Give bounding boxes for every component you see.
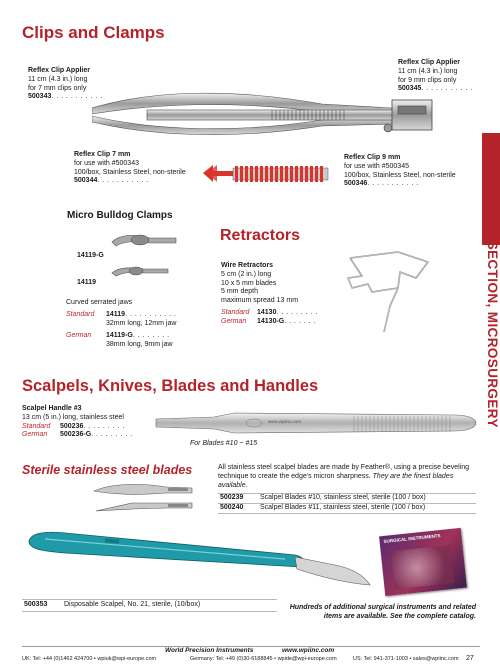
handle-engraving: www.wpiinc.com <box>268 419 302 424</box>
footer-germany-contact: Germany: Tel: +49 (0)30-6188845 • wpide@wpi-europe.com <box>190 656 337 662</box>
product-spec: 11 cm (4.3 in.) long <box>28 75 88 83</box>
scalpel-handle-graphic <box>154 409 480 437</box>
product-sku: 500345 <box>398 85 422 93</box>
variant-label: German <box>22 431 48 439</box>
sterile-desc-text: All stainless steel scalpel blades are made by Feather®, using a precise beveling technique to create the edge's micron sharpness. <box>218 464 470 480</box>
bulldog-standard-row <box>66 311 226 329</box>
leader-dots: . . . . . . . . . <box>276 308 319 316</box>
table-row <box>218 503 476 513</box>
product-spec: 5 cm (2 in.) long <box>221 270 272 278</box>
product-spec: 100/box, Stainless Steel, non-sterile <box>74 168 186 176</box>
section-title-bulldog: Micro Bulldog Clamps <box>67 210 173 221</box>
bulldog-description: Curved serrated jaws <box>66 299 133 306</box>
product-sku: 500236-G <box>60 431 92 439</box>
section-title-clips: Clips and Clamps <box>22 23 165 42</box>
clip7-info <box>74 151 204 186</box>
scalpel-handle-info <box>22 405 162 440</box>
leader-dots: . . . . . . . . <box>132 332 170 339</box>
variant-label: German <box>221 317 247 325</box>
product-spec: maximum spread 13 mm <box>221 297 299 304</box>
bulldog-label-g: 14119-G <box>77 252 104 259</box>
product-sku: 14119-G <box>106 332 133 339</box>
product-sku: 14130 <box>257 308 277 316</box>
product-spec: 38mm long, 9mm jaw <box>106 340 173 348</box>
section-title-scalpels: Scalpels, Knives, Blades and Handles <box>22 377 319 395</box>
sterile-desc-italic: They are the finest blades available. <box>218 472 454 489</box>
table-cell-sku: 500239 <box>218 494 258 504</box>
product-spec: 5 mm depth <box>221 288 258 296</box>
sterile-description <box>218 464 478 490</box>
retractor-info <box>221 262 341 326</box>
clip9-info <box>344 154 474 189</box>
product-spec: 13 cm (5 in.) long, stainless steel <box>22 413 124 421</box>
page-number: 27 <box>466 655 474 662</box>
product-spec: for 7 mm clips only <box>28 84 87 92</box>
product-name: Reflex Clip Applier <box>398 59 460 66</box>
leader-dots: . . . . . . . <box>284 317 317 325</box>
catalog-cover-art <box>391 545 455 589</box>
table-cell-sku: 500240 <box>218 503 258 513</box>
section-title-sterile: Sterile stainless steel blades <box>22 463 193 477</box>
product-spec: Disposable Scalpel, No. 21, sterile, (10/box) <box>64 601 201 608</box>
leader-dots: . . . . . . . . . . . <box>125 311 177 318</box>
leader-dots: . . . . . . . . . . . <box>51 93 103 101</box>
scalpel-handle-image <box>154 409 480 437</box>
variant-label: Standard <box>22 422 51 430</box>
leader-dots: . . . . . . . . . <box>91 431 133 439</box>
clip-applier-image <box>92 86 437 146</box>
disposable-row <box>22 599 277 612</box>
leader-dots: . . . . . . . . . . . <box>421 85 473 93</box>
bulldog-german-row <box>66 332 226 350</box>
catalog-cover-title: SURGICAL INSTRUMENTS <box>383 533 441 544</box>
sterile-blades-table <box>218 493 476 514</box>
variant-label: German <box>66 332 92 339</box>
product-spec: for use with #500345 <box>344 162 409 170</box>
bulldog-clamp-image <box>110 263 170 279</box>
table-row <box>218 494 476 504</box>
table-cell-desc: Scalpel Blades #10, stainless steel, sterile (100 / box) <box>258 494 476 504</box>
product-name: Wire Retractors <box>221 262 274 269</box>
leader-dots: . . . . . . . . . <box>83 422 125 430</box>
product-spec: 10 x 5 mm blades <box>221 279 277 287</box>
product-sku: 500236 <box>60 422 84 430</box>
wire-retractor-image <box>338 248 438 343</box>
product-name: Reflex Clip Applier <box>28 67 90 74</box>
blades-caption: For Blades #10 ~ #15 <box>190 440 258 447</box>
product-sku: 500344 <box>74 177 98 185</box>
leader-dots: . . . . . . . . . . . <box>97 177 149 185</box>
product-spec: for use with #500343 <box>74 159 139 167</box>
product-sku: 500343 <box>28 93 52 101</box>
variant-label: Standard <box>221 308 250 316</box>
bulldog-label: 14119 <box>77 279 97 286</box>
product-name: Reflex Clip 9 mm <box>344 154 401 161</box>
product-name: Scalpel Handle #3 <box>22 405 82 412</box>
leader-dots: . . . . . . . . . . . <box>367 180 419 188</box>
table-cell-desc: Scalpel Blades #11, stainless steel, sterile (100 / box) <box>258 503 476 513</box>
reflex-clips-image <box>203 160 333 190</box>
catalog-cover-image <box>379 528 467 596</box>
product-name: Reflex Clip 7 mm <box>74 151 131 158</box>
footer-us-contact: US: Tel: 941-371-1003 • sales@wpiinc.com <box>353 656 459 662</box>
product-spec: 32mm long, 12mm jaw <box>106 319 177 327</box>
catalog-promo: Hundreds of additional surgical instruments and related items are available. See the complete catalog. <box>289 604 476 621</box>
product-sku: 14130-G <box>257 317 285 325</box>
product-sku: 500353 <box>24 601 48 608</box>
section-title-retractors: Retractors <box>220 227 301 244</box>
product-sku: 14119 <box>106 311 126 318</box>
sidebar-section-label: MICRODISSECTION, MICROSURGERY <box>485 170 500 428</box>
product-sku: 500346 <box>344 180 368 188</box>
product-spec: 11 cm (4.3 in.) long <box>398 67 458 75</box>
footer-website: www.wpiinc.com <box>282 647 335 654</box>
product-spec: for 9 mm clips only <box>398 76 457 84</box>
scalpel-blades-image <box>92 481 202 517</box>
footer-company: World Precision Instruments <box>165 647 254 654</box>
footer-uk-contact: UK: Tel: +44 (0)1462 424700 • wpiuk@wpi-europe.com <box>22 656 157 662</box>
variant-label: Standard <box>66 311 95 318</box>
product-spec: 100/box, Stainless Steel, non-sterile <box>344 171 456 179</box>
bulldog-clamp-g-image <box>110 230 180 250</box>
disposable-scalpel-image <box>25 527 375 592</box>
